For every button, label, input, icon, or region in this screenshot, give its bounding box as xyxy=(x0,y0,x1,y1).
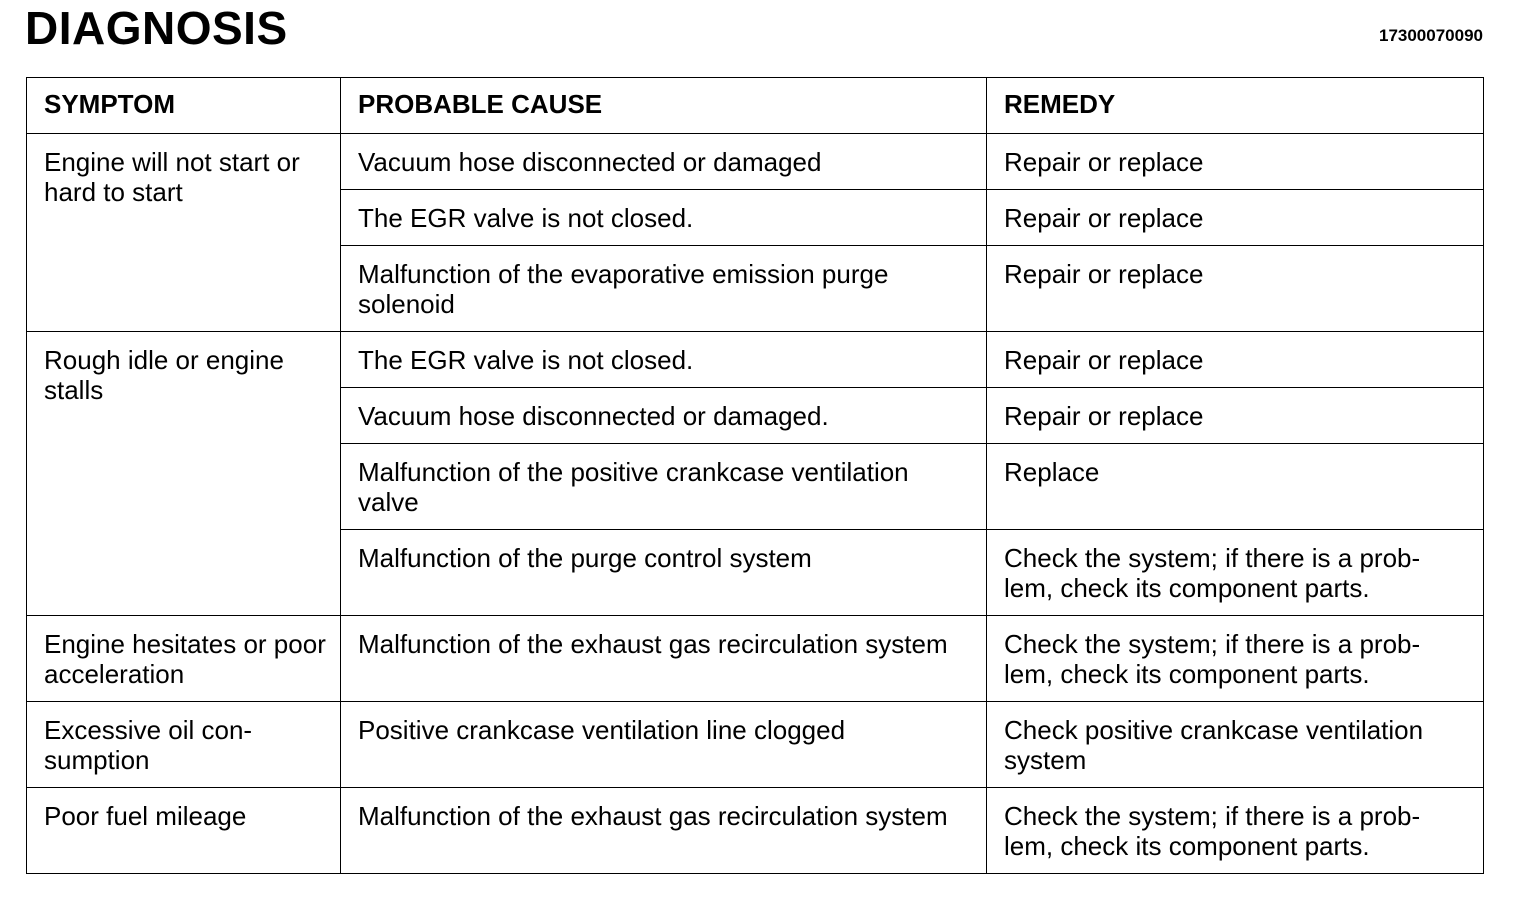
remedy-cell: Check the system; if there is a prob-lem, check its component parts. xyxy=(987,530,1484,616)
cause-cell: The EGR valve is not closed. xyxy=(341,190,987,246)
cause-cell: Malfunction of the exhaust gas recirculation system xyxy=(341,788,987,874)
symptom-cell: Engine hesitates or poor acceleration xyxy=(27,616,341,702)
cause-cell: Malfunction of the purge control system xyxy=(341,530,987,616)
remedy-cell: Check the system; if there is a prob-lem, check its component parts. xyxy=(987,616,1484,702)
table-row xyxy=(27,134,1484,190)
header-remedy: REMEDY xyxy=(987,78,1484,134)
cause-cell: Vacuum hose disconnected or damaged. xyxy=(341,388,987,444)
cause-cell: Positive crankcase ventilation line clogged xyxy=(341,702,987,788)
table-header-row xyxy=(27,78,1484,134)
remedy-cell: Check the system; if there is a prob-lem, check its component parts. xyxy=(987,788,1484,874)
diagnosis-table xyxy=(26,77,1484,874)
symptom-cell: Engine will not start or hard to start xyxy=(27,134,341,332)
symptom-cell: Rough idle or engine stalls xyxy=(27,332,341,616)
cause-cell: Vacuum hose disconnected or damaged xyxy=(341,134,987,190)
document-id: 17300070090 xyxy=(1378,26,1483,45)
header-symptom: SYMPTOM xyxy=(27,78,341,134)
remedy-cell: Check positive crankcase ventilation system xyxy=(987,702,1484,788)
remedy-cell: Repair or replace xyxy=(987,190,1484,246)
table-row xyxy=(27,702,1484,788)
cause-cell: Malfunction of the exhaust gas recirculation system xyxy=(341,616,987,702)
table-row xyxy=(27,616,1484,702)
symptom-cell: Poor fuel mileage xyxy=(27,788,341,874)
remedy-cell: Repair or replace xyxy=(987,332,1484,388)
cause-cell: Malfunction of the positive crankcase ventilation valve xyxy=(341,444,987,530)
page-title: DIAGNOSIS xyxy=(25,2,288,54)
remedy-cell: Repair or replace xyxy=(987,388,1484,444)
remedy-cell: Repair or replace xyxy=(987,246,1484,332)
remedy-cell: Repair or replace xyxy=(987,134,1484,190)
remedy-cell: Replace xyxy=(987,444,1484,530)
table-row xyxy=(27,332,1484,388)
table-row xyxy=(27,788,1484,874)
cause-cell: Malfunction of the evaporative emission purge solenoid xyxy=(341,246,987,332)
symptom-cell: Excessive oil con-sumption xyxy=(27,702,341,788)
header-probable-cause: PROBABLE CAUSE xyxy=(341,78,987,134)
cause-cell: The EGR valve is not closed. xyxy=(341,332,987,388)
